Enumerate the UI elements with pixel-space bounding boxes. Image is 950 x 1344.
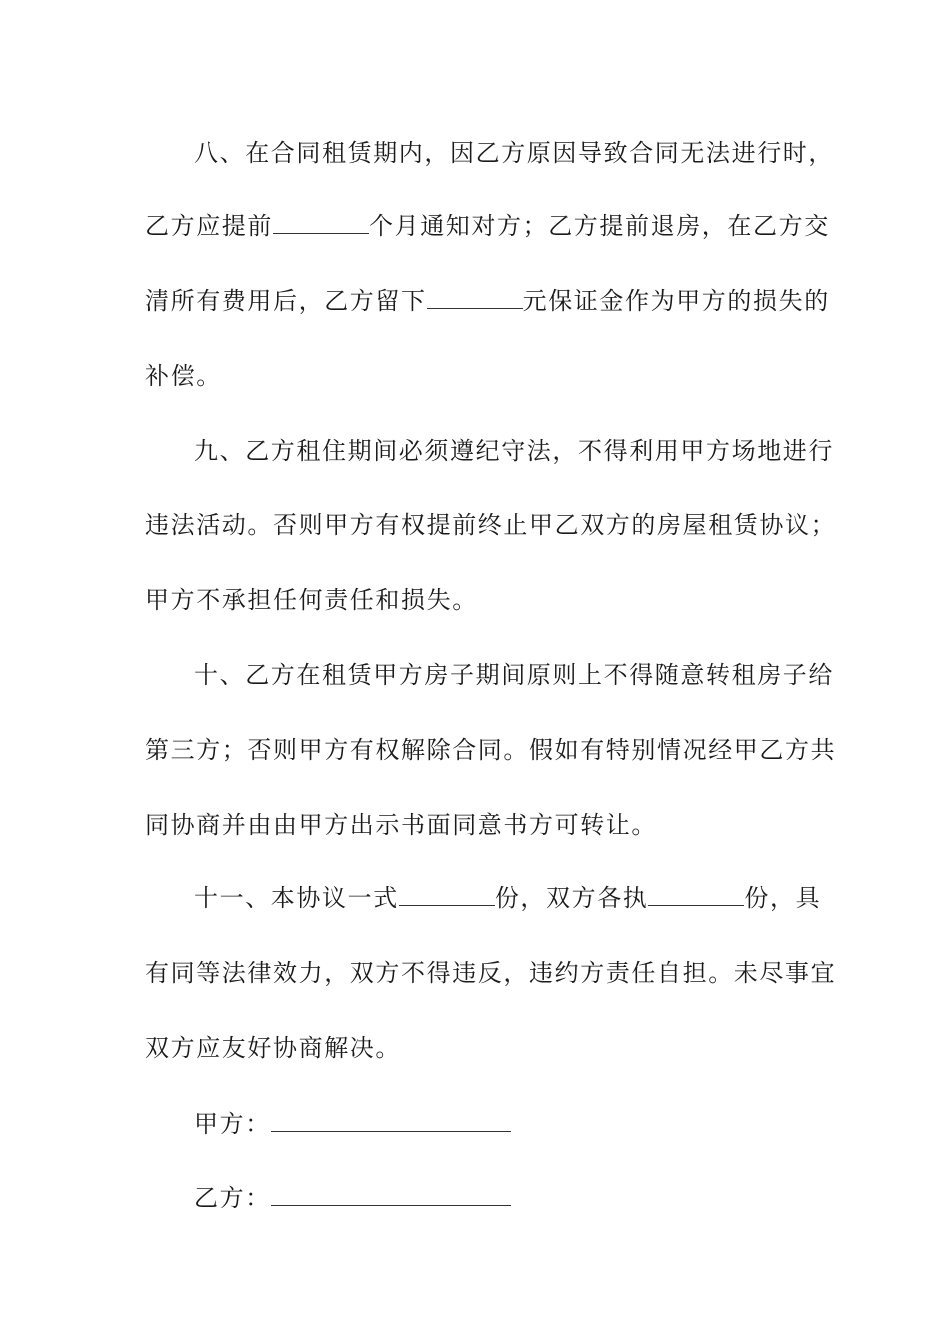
clause-9-line-1: 九、乙方租住期间必须遵纪守法，不得利用甲方场地进行 bbox=[194, 437, 834, 465]
clause-11-text: 份，具 bbox=[744, 884, 822, 912]
clause-8-line-1: 八、在合同租赁期内，因乙方原因导致合同无法进行时， bbox=[194, 139, 834, 167]
clause-11-text: 十一、本协议一式 bbox=[194, 884, 399, 912]
clause-10-line-1: 十、乙方在租赁甲方房子期间原则上不得随意转租房子给 bbox=[194, 661, 834, 689]
clause-8-line-3 bbox=[145, 286, 830, 316]
party-b-signature bbox=[194, 1183, 511, 1213]
clause-11-line-2: 有同等法律效力，双方不得违反，违约方责任自担。未尽事宜 bbox=[145, 959, 837, 987]
clause-9-line-2: 违法活动。否则甲方有权提前终止甲乙双方的房屋租赁协议； bbox=[145, 511, 837, 539]
clause-8-line-2 bbox=[145, 211, 830, 241]
deposit-amount-blank bbox=[427, 286, 523, 309]
clause-10-line-3: 同协商并由由甲方出示书面同意书方可转让。 bbox=[145, 811, 657, 839]
clause-8-text: 元保证金作为甲方的损失的 bbox=[522, 287, 830, 315]
party-b-label: 乙方： bbox=[194, 1184, 271, 1212]
clause-8-line-4: 补偿。 bbox=[145, 362, 222, 390]
party-a-signature-blank bbox=[271, 1109, 511, 1132]
clause-8-text: 乙方应提前 bbox=[145, 212, 273, 240]
clause-11-text: 份，双方各执 bbox=[494, 884, 649, 912]
clause-10-line-2: 第三方；否则甲方有权解除合同。假如有特别情况经甲乙方共 bbox=[145, 736, 837, 764]
party-a-label: 甲方： bbox=[194, 1110, 271, 1138]
copies-each-blank bbox=[648, 883, 744, 906]
clause-9-line-3: 甲方不承担任何责任和损失。 bbox=[145, 586, 478, 614]
party-b-signature-blank bbox=[271, 1183, 511, 1206]
party-a-signature bbox=[194, 1109, 511, 1139]
clause-8-text: 清所有费用后，乙方留下 bbox=[145, 287, 427, 315]
months-notice-blank bbox=[273, 211, 369, 234]
clause-11-line-3: 双方应友好协商解决。 bbox=[145, 1034, 401, 1062]
clause-11-line-1 bbox=[194, 883, 821, 913]
copies-total-blank bbox=[399, 883, 495, 906]
clause-8-text: 个月通知对方；乙方提前退房，在乙方交 bbox=[369, 212, 830, 240]
